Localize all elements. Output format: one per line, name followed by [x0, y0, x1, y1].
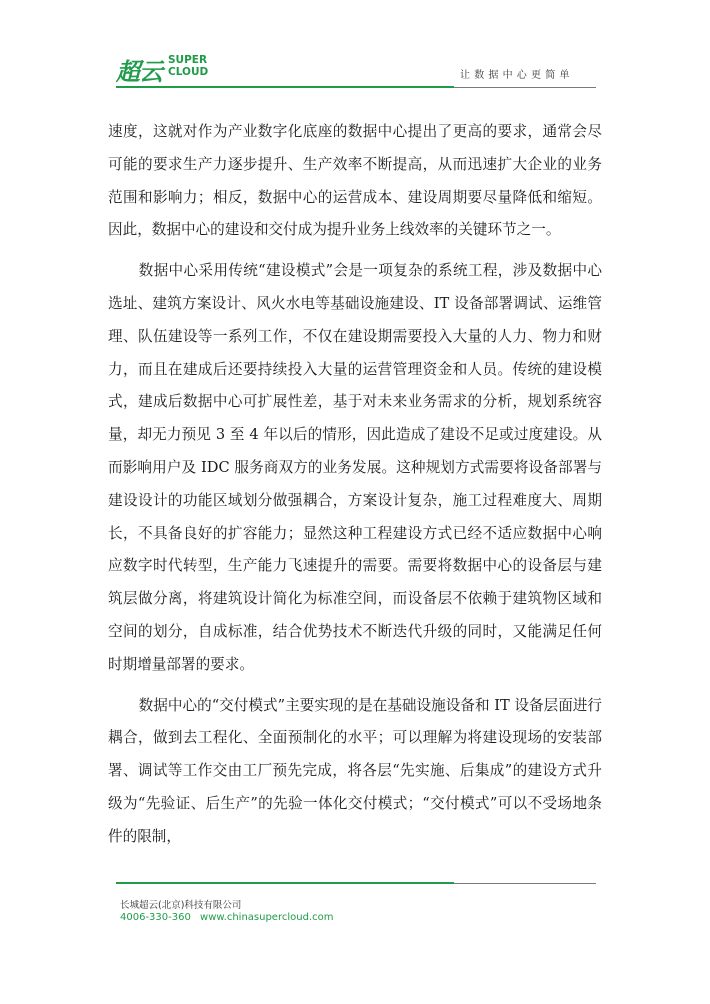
footer-rule-green [116, 882, 454, 884]
page-header [0, 0, 710, 100]
header-rule-green [116, 86, 454, 88]
paragraph-2: 数据中心采用传统“建设模式”会是一项复杂的系统工程，涉及数据中心选址、建筑方案设计、风火水电等基础设施建设、IT 设备部署调试、运维管理、队伍建设等一系列工作，不仅在建设期需要投入大量的人力、物力和财力，而且在建成后还要持续投入大量的运营管理资金和人员。传统的建设模式，建成后数据中心可扩展性差，基于对未来业务需求的分析，规划系统容量，却无力预见 3 至 4 年以后的情形，因此造成了建设不足或过度建设。从而影响用户及 IDC 服务商双方的业务发展。这种规划方式需要将设备部署与建设设计的功能区域划分做强耦合，方案设计复杂，施工过程难度大、周期长，不具备良好的扩容能力；显然这种工程建设方式已经不适应数据中心响应数字时代转型，生产能力飞速提升的需要。需要将数据中心的设备层与建筑层做分离，将建筑设计简化为标准空间，而设备层不依赖于建筑物区域和空间的划分，自成标准，结合优势技术不断迭代升级的同时，又能满足任何时期增量部署的要求。 [108, 262, 602, 673]
header-slogan: 让数据中心更简单 [460, 70, 574, 81]
document-body [108, 116, 602, 854]
footer-rule-gray [454, 883, 596, 884]
header-rule-gray [454, 87, 596, 88]
logo-en-line1: SUPER [168, 54, 208, 66]
footer-contact [120, 912, 339, 923]
logo-english-text [168, 54, 208, 78]
footer-phone: 4006-330-360 [120, 912, 191, 923]
logo-en-line2: CLOUD [168, 66, 209, 78]
footer-website: www.chinasupercloud.com [200, 912, 334, 923]
company-logo [116, 50, 220, 88]
footer-company-name: 长城超云(北京)科技有限公司 [120, 900, 242, 911]
paragraph-1: 速度，这就对作为产业数字化底座的数据中心提出了更高的要求，通常会尽可能的要求生产力逐步提升、生产效率不断提高，从而迅速扩大企业的业务范围和影响力；相反，数据中心的运营成本、建设周期要尽量降低和缩短。因此，数据中心的建设和交付成为提升业务上线效率的关键环节之一。 [108, 123, 602, 239]
paragraph-3: 数据中心的“交付模式”主要实现的是在基础设施设备和 IT 设备层面进行耦合，做到去工程化、全面预制化的水平；可以理解为将建设现场的安装部署、调试等工作交由工厂预先完成，将各层“先实施、后集成”的建设方式升级为“先验证、后生产”的先验一体化交付模式；“交付模式”可以不受场地条件的限制， [108, 696, 602, 845]
logo-chinese-text: 超云 [116, 58, 162, 86]
